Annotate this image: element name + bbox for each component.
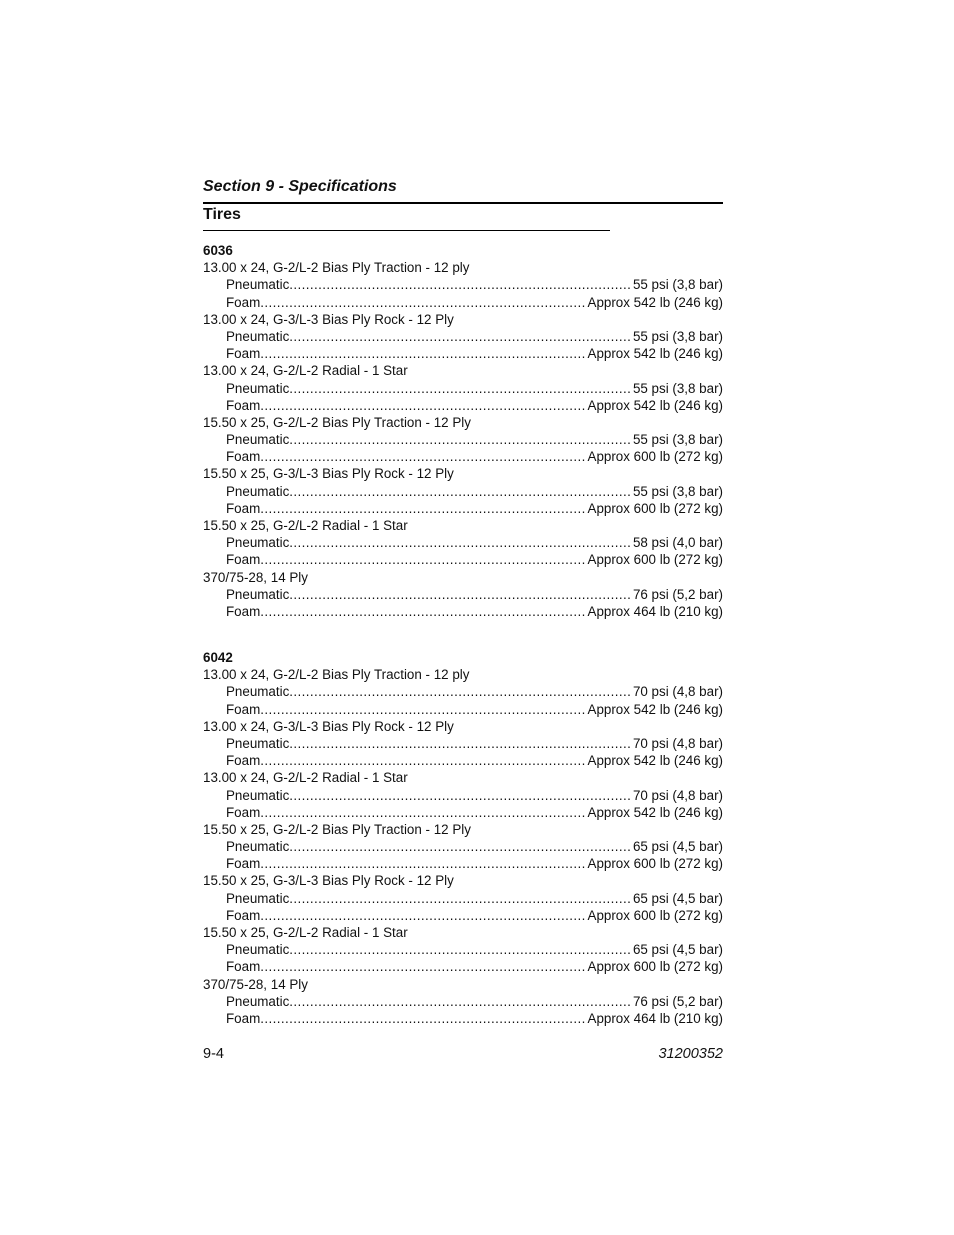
- spec-value: 55 psi (3,8 bar): [632, 432, 723, 448]
- spec-row: [203, 551, 723, 568]
- spec-value: 65 psi (4,5 bar): [632, 839, 723, 855]
- dot-leader: [260, 448, 585, 465]
- subsection-header: [203, 205, 610, 231]
- spec-value: Approx 600 lb (272 kg): [587, 500, 723, 516]
- dot-leader: [260, 958, 585, 975]
- dot-leader: [260, 603, 585, 620]
- tire-size: 15.50 x 25, G-3/L-3 Bias Ply Rock - 12 Ply: [203, 873, 454, 889]
- spec-value: Approx 464 lb (210 kg): [587, 1010, 723, 1026]
- model-title: 6042: [203, 650, 233, 665]
- tire-size: 13.00 x 24, G-2/L-2 Radial - 1 Star: [203, 770, 408, 786]
- spec-label: Foam: [226, 603, 261, 619]
- spec-label: Foam: [226, 907, 261, 923]
- spec-value: Approx 542 lb (246 kg): [587, 701, 723, 717]
- tire-size: 15.50 x 25, G-2/L-2 Radial - 1 Star: [203, 518, 408, 533]
- spec-row: [203, 958, 723, 975]
- spec-value: 65 psi (4,5 bar): [632, 890, 723, 906]
- spec-row: [203, 683, 723, 700]
- spec-label: Foam: [226, 552, 261, 568]
- spec-row: [203, 787, 723, 804]
- spec-value: Approx 464 lb (210 kg): [587, 603, 723, 619]
- tire-size: 15.50 x 25, G-2/L-2 Radial - 1 Star: [203, 925, 408, 940]
- spec-label: Foam: [226, 346, 261, 362]
- dot-leader: [260, 701, 585, 718]
- dot-leader: [260, 551, 585, 568]
- dot-leader: [289, 941, 631, 958]
- tire-size: 13.00 x 24, G-3/L-3 Bias Ply Rock - 12 Ply: [203, 718, 454, 734]
- spec-row: [203, 855, 723, 872]
- spec-label: Pneumatic: [226, 735, 290, 751]
- dot-leader: [260, 907, 585, 924]
- dot-leader: [289, 431, 631, 448]
- spec-label: Pneumatic: [226, 586, 290, 602]
- section-title: Section 9 - Specifications: [203, 178, 397, 195]
- tire-size: 370/75-28, 14 Ply: [203, 976, 308, 992]
- spec-label: Pneumatic: [226, 890, 290, 906]
- spec-row: [203, 1010, 723, 1027]
- spec-value: Approx 600 lb (272 kg): [587, 907, 723, 923]
- spec-label: Pneumatic: [226, 684, 290, 700]
- dot-leader: [289, 534, 631, 551]
- spec-label: Pneumatic: [226, 483, 290, 499]
- dot-leader: [260, 1010, 585, 1027]
- tire-size: 15.50 x 25, G-2/L-2 Bias Ply Traction - 12 Ply: [203, 414, 471, 430]
- spec-value: Approx 542 lb (246 kg): [587, 804, 723, 820]
- spec-value: 70 psi (4,8 bar): [632, 787, 723, 803]
- spec-value: Approx 600 lb (272 kg): [587, 959, 723, 975]
- spec-row: [203, 752, 723, 769]
- dot-leader: [260, 804, 585, 821]
- spec-row: [203, 603, 723, 620]
- dot-leader: [289, 276, 631, 293]
- spec-row: [203, 701, 723, 718]
- manual-page: [203, 0, 723, 1235]
- spec-label: Foam: [226, 294, 261, 310]
- dot-leader: [289, 328, 631, 345]
- spec-row: [203, 294, 723, 311]
- spec-row: [203, 941, 723, 958]
- spec-label: Pneumatic: [226, 942, 290, 958]
- spec-label: Pneumatic: [226, 277, 290, 293]
- dot-leader: [289, 735, 631, 752]
- spec-label: Foam: [226, 701, 261, 717]
- spec-value: Approx 600 lb (272 kg): [587, 552, 723, 568]
- tire-size: 13.00 x 24, G-3/L-3 Bias Ply Rock - 12 Ply: [203, 311, 454, 327]
- page-footer: [203, 1044, 723, 1064]
- spec-label: Foam: [226, 1010, 261, 1026]
- spec-row: [203, 448, 723, 465]
- spec-row: [203, 276, 723, 293]
- spec-value: 70 psi (4,8 bar): [632, 684, 723, 700]
- spec-row: [203, 993, 723, 1010]
- tire-size: 15.50 x 25, G-2/L-2 Bias Ply Traction - 12 Ply: [203, 821, 471, 837]
- spec-label: Foam: [226, 804, 261, 820]
- spec-value: 76 psi (5,2 bar): [632, 993, 723, 1009]
- spec-label: Foam: [226, 500, 261, 516]
- spec-label: Foam: [226, 449, 261, 465]
- dot-leader: [260, 345, 585, 362]
- spec-value: 55 psi (3,8 bar): [632, 277, 723, 293]
- model-title: 6036: [203, 243, 233, 258]
- spec-row: [203, 890, 723, 907]
- spec-row: [203, 534, 723, 551]
- spec-label: Pneumatic: [226, 787, 290, 803]
- spec-label: Foam: [226, 856, 261, 872]
- spec-label: Pneumatic: [226, 839, 290, 855]
- spec-value: Approx 542 lb (246 kg): [587, 753, 723, 769]
- spec-value: Approx 542 lb (246 kg): [587, 346, 723, 362]
- dot-leader: [289, 380, 631, 397]
- subsection-title: Tires: [203, 206, 241, 223]
- spec-row: [203, 397, 723, 414]
- dot-leader: [260, 294, 585, 311]
- spec-label: Foam: [226, 753, 261, 769]
- spec-label: Pneumatic: [226, 993, 290, 1009]
- spec-value: 70 psi (4,8 bar): [632, 735, 723, 751]
- spec-value: 65 psi (4,5 bar): [632, 942, 723, 958]
- spec-label: Pneumatic: [226, 328, 290, 344]
- spec-value: Approx 542 lb (246 kg): [587, 294, 723, 310]
- spec-label: Pneumatic: [226, 535, 290, 551]
- tire-size: 370/75-28, 14 Ply: [203, 569, 308, 585]
- spec-row: [203, 500, 723, 517]
- spec-row: [203, 431, 723, 448]
- spec-value: Approx 600 lb (272 kg): [587, 856, 723, 872]
- model-block-6042: [203, 649, 723, 1027]
- spec-value: Approx 542 lb (246 kg): [587, 397, 723, 413]
- dot-leader: [289, 683, 631, 700]
- model-block-6036: [203, 242, 723, 620]
- spec-value: 55 psi (3,8 bar): [632, 328, 723, 344]
- dot-leader: [289, 838, 631, 855]
- tire-size: 13.00 x 24, G-2/L-2 Bias Ply Traction - 12 ply: [203, 260, 470, 276]
- spec-row: [203, 328, 723, 345]
- spec-row: [203, 804, 723, 821]
- dot-leader: [260, 500, 585, 517]
- spec-label: Pneumatic: [226, 380, 290, 396]
- spec-row: [203, 735, 723, 752]
- spec-row: [203, 838, 723, 855]
- spec-row: [203, 586, 723, 603]
- dot-leader: [289, 586, 631, 603]
- dot-leader: [260, 752, 585, 769]
- page-number: 9-4: [203, 1046, 224, 1062]
- tire-size: 15.50 x 25, G-3/L-3 Bias Ply Rock - 12 Ply: [203, 466, 454, 482]
- dot-leader: [289, 890, 631, 907]
- document-number: 31200352: [658, 1046, 723, 1062]
- spec-row: [203, 380, 723, 397]
- tire-size: 13.00 x 24, G-2/L-2 Radial - 1 Star: [203, 363, 408, 379]
- spec-row: [203, 907, 723, 924]
- spec-value: Approx 600 lb (272 kg): [587, 449, 723, 465]
- spec-label: Foam: [226, 397, 261, 413]
- spec-row: [203, 483, 723, 500]
- spec-value: 55 psi (3,8 bar): [632, 380, 723, 396]
- dot-leader: [289, 993, 631, 1010]
- tire-size: 13.00 x 24, G-2/L-2 Bias Ply Traction - 12 ply: [203, 667, 470, 683]
- dot-leader: [289, 787, 631, 804]
- dot-leader: [260, 397, 585, 414]
- spec-value: 76 psi (5,2 bar): [632, 586, 723, 602]
- spec-label: Pneumatic: [226, 432, 290, 448]
- spec-label: Foam: [226, 959, 261, 975]
- spec-value: 58 psi (4,0 bar): [632, 535, 723, 551]
- dot-leader: [260, 855, 585, 872]
- spec-row: [203, 345, 723, 362]
- dot-leader: [289, 483, 631, 500]
- section-header: [203, 177, 723, 204]
- spec-value: 55 psi (3,8 bar): [632, 483, 723, 499]
